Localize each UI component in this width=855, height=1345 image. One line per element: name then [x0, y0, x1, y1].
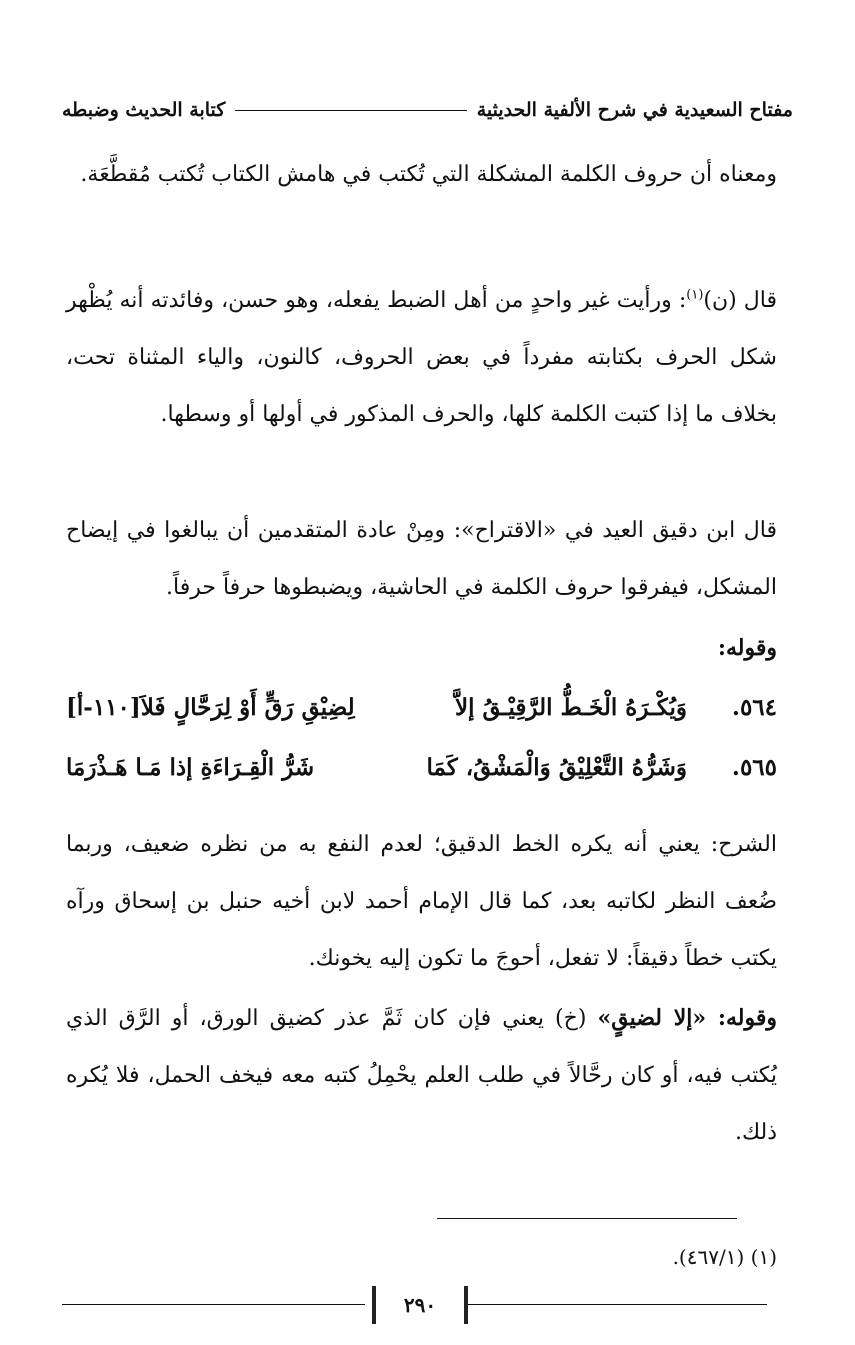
- header-rule: [235, 110, 466, 111]
- running-header: [62, 92, 793, 128]
- page-number-rule-right: [465, 1304, 767, 1305]
- verse-hemistich-first: وَيُكْـرَهُ الْخَـطُّ الرَّقِيْـقُ إلاَّ: [455, 694, 687, 721]
- verse-564: [66, 686, 777, 736]
- footnote-separator: [437, 1218, 737, 1219]
- paragraph-5: [66, 990, 777, 1161]
- verse-hemistich-first: وَشَرُّهُ التَّعْلِيْقُ وَالْمَشْقُ، كَمَا: [426, 754, 687, 781]
- paragraph-2: [66, 272, 777, 443]
- page-number-rule-left: [62, 1304, 365, 1305]
- paragraph-5-lead: وقوله: «إلا لضيقٍ»: [597, 1005, 777, 1031]
- verse-hemistich-second: لِضِيْقِ رَقٍّ أَوْ لِرَحَّالٍ فَلاَ[١١٠-أ]: [66, 694, 355, 721]
- paragraph-2-lead: قال (ن): [703, 288, 777, 313]
- paragraph-3: قال ابن دقيق العيد في «الاقتراح»: ومِنْ عادة المتقدمين أن يبالغوا في إيضاح المشكل، فيفرقوا حروف الكلمة في الحاشية، ويضبطوها حرفاً حرفاً.: [66, 518, 777, 600]
- paragraph-1: ومعناه أن حروف الكلمة المشكلة التي تُكتب في هامش الكتاب تُكتب مُقطَّعَة.: [80, 162, 777, 187]
- verse-number: ٥٦٤.: [731, 694, 777, 721]
- verse-hemistich-second: شَرُّ الْقِـرَاءَةِ إذا مَـا هَـذْرَمَا: [66, 754, 315, 781]
- paragraph-2-body: : ورأيت غير واحدٍ من أهل الضبط يفعله، وهو حسن، وفائدته أنه يُظْهر شكل الحرف بكتابته مفرداً في بعض الحروف، كالنون، والياء المثناة تحت، بخلاف ما إذا كتبت الكلمة كلها، والحرف المذكور في أولها أو وسطها.: [66, 288, 777, 427]
- verse-number: ٥٦٥.: [731, 754, 777, 781]
- footnote: (١) (٤٦٧/١).: [672, 1245, 777, 1269]
- header-book-title: مفتاح السعيدية في شرح الألفية الحديثية: [476, 99, 793, 121]
- header-section-title: كتابة الحديث وضبطه: [62, 99, 226, 121]
- paragraph-5-body: (خ) يعني فإن كان ثَمَّ عذر كضيق الورق، أو الرَّق الذي يُكتب فيه، أو كان رحَّالاً في طلب العلم يحْمِلُ كتبه معه فيخف الحمل، فلا يُكره ذلك.: [66, 1006, 777, 1145]
- paragraph-4: الشرح: يعني أنه يكره الخط الدقيق؛ لعدم النفع به من نظره ضعيف، وربما ضُعف النظر لكاتبه بعد، كما قال الإمام أحمد لابن أخيه حنبل بن إسحاق ورآه يكتب خطاً دقيقاً: لا تفعل، أحوجَ ما تكون إليه يخونك.: [66, 832, 777, 971]
- verse-intro: وقوله:: [717, 635, 777, 661]
- page-number: ٢٩٠: [372, 1286, 468, 1324]
- footnote-reference: (١): [686, 287, 704, 303]
- verse-565: [66, 746, 777, 796]
